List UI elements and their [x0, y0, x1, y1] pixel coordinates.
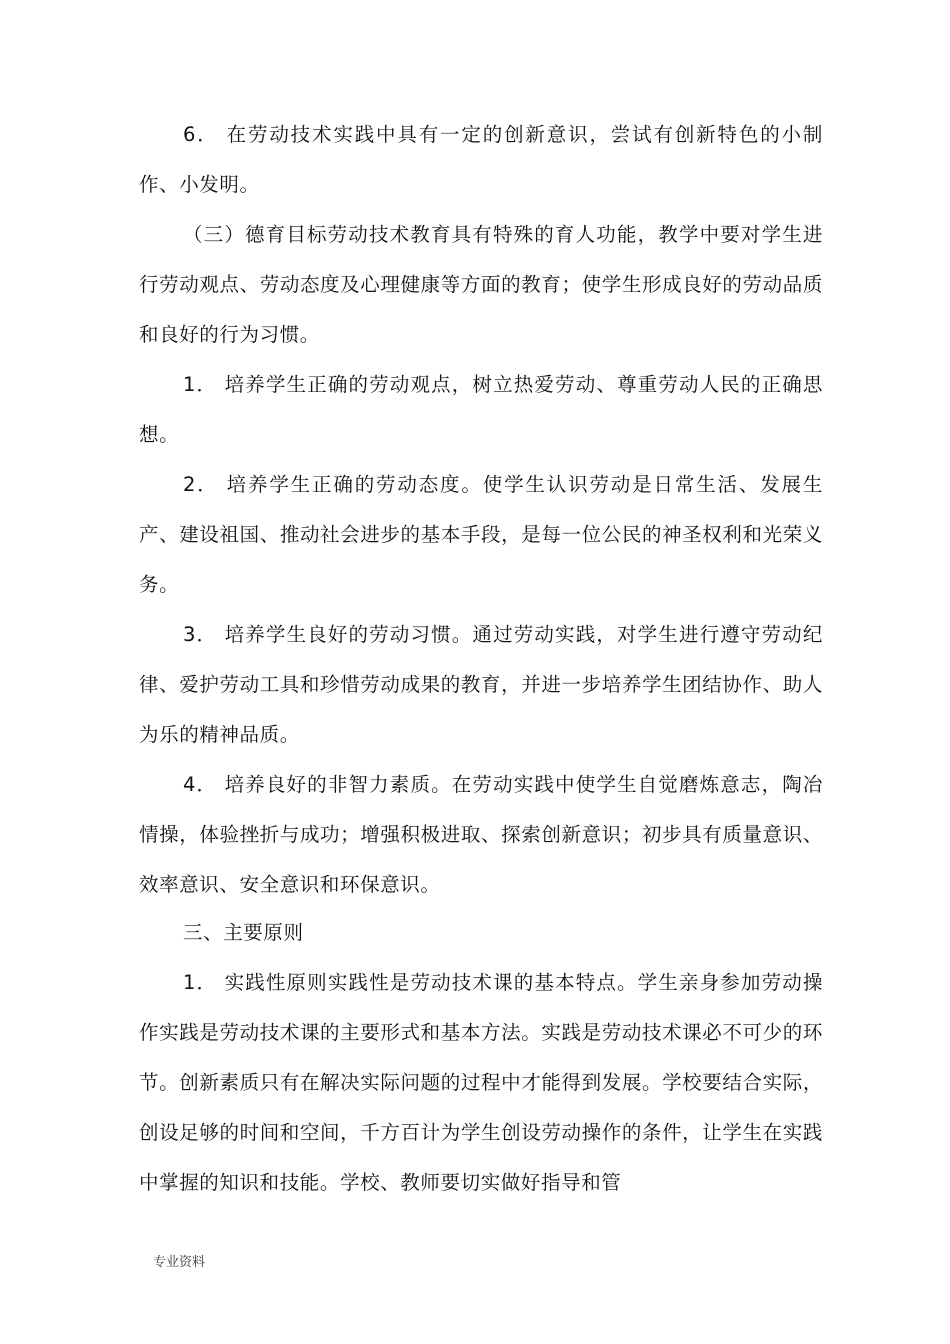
paragraph-item-4-non-intellectual: 4． 培养良好的非智力素质。在劳动实践中使学生自觉磨炼意志，陶冶情操，体验挫折与成功；增强积极进取、探索创新意识；初步具有质量意识、效率意识、安全意识和环保意识。 — [139, 773, 823, 896]
paragraph-item-3-labor-habits: 3． 培养学生良好的劳动习惯。通过劳动实践，对学生进行遵守劳动纪律、爱护劳动工具和珍惜劳动成果的教育，并进一步培养学生团结协作、助人为乐的精神品质。 — [139, 623, 823, 746]
paragraph-item-1-labor-view: 1． 培养学生正确的劳动观点，树立热爱劳动、尊重劳动人民的正确思想。 — [139, 373, 823, 446]
section-heading-principles: 三、主要原则 — [183, 921, 304, 944]
paragraph-moral-education-goal: （三）德育目标劳动技术教育具有特殊的育人功能，教学中要对学生进行劳动观点、劳动态度及心理健康等方面的教育；使学生形成良好的劳动品质和良好的行为习惯。 — [139, 223, 823, 346]
paragraph-goal-6: 6． 在劳动技术实践中具有一定的创新意识，尝试有创新特色的小制作、小发明。 — [139, 123, 823, 196]
page-footer-label: 专业资料 — [153, 1255, 206, 1270]
paragraph-principle-1-practice: 1． 实践性原则实践性是劳动技术课的基本特点。学生亲身参加劳动操作实践是劳动技术课的主要形式和基本方法。实践是劳动技术课必不可少的环节。创新素质只有在解决实际问题的过程中才能得到发展。学校要结合实际，创设足够的时间和空间，千方百计为学生创设劳动操作的条件，让学生在实践中掌握的知识和技能。学校、教师要切实做好指导和管 — [139, 971, 823, 1194]
paragraph-item-2-labor-attitude: 2． 培养学生正确的劳动态度。使学生认识劳动是日常生活、发展生产、建设祖国、推动社会进步的基本手段，是每一位公民的神圣权利和光荣义务。 — [139, 473, 823, 596]
